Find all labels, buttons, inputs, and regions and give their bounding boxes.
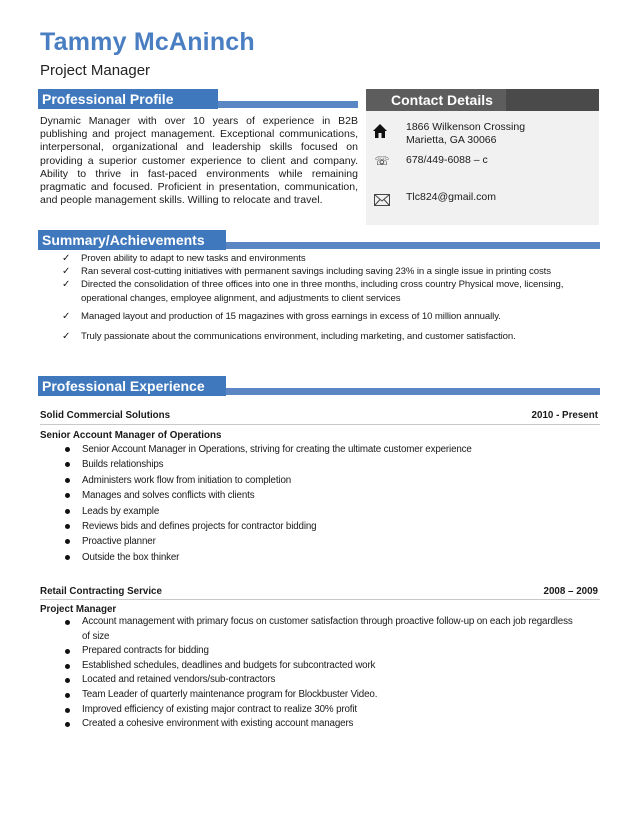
duty-item: Team Leader of quarterly maintenance program for Blockbuster Video. [62,688,582,703]
company-name: Solid Commercial Solutions [40,410,171,421]
job-divider [40,424,600,425]
duty-item: Manages and solves conflicts with clients [62,488,592,503]
company-name: Retail Contracting Service [40,586,162,597]
duty-item: Created a cohesive environment with existing account managers [62,717,582,732]
check-icon: ✓ [62,331,71,343]
contact-heading [366,89,599,111]
duty-item: Prepared contracts for bidding [62,644,582,659]
envelope-icon [374,193,390,211]
job-role: Senior Account Manager of Operations [40,430,222,441]
duty-item: Reviews bids and defines projects for contractor bidding [62,519,592,534]
candidate-name: Tammy McAninch [40,28,255,56]
phone-icon: ☏ [374,154,390,168]
email-address: Tlc824@gmail.com [406,191,497,203]
check-icon: ✓ [62,266,71,278]
job-dates: 2008 – 2009 [543,586,598,597]
job-duties-list [62,442,592,565]
contact-heading-label: Contact Details [391,92,493,108]
achievement-item: ✓ Directed the consolidation of three offices into one in three months, including cross country Physical move, licensing, operational changes, employee alignment, and adjustments to client services [62,279,564,304]
duty-item: Account management with primary focus on customer satisfaction through proactive follow-up on each job regardless of size [62,615,582,644]
profile-heading-label: Professional Profile [38,89,218,109]
duty-item: Senior Account Manager in Operations, striving for creating the ultimate customer experience [62,442,592,457]
job-role: Project Manager [40,604,117,615]
experience-heading [38,376,600,396]
experience-heading-rule [226,388,600,395]
summary-heading [38,230,600,250]
phone-number: 678/449-6088 – c [406,154,488,166]
achievement-item: ✓ Managed layout and production of 15 magazines with gross earnings in excess of 10 million annually. [62,310,501,322]
job-dates: 2010 - Present [531,410,598,421]
duty-item: Outside the box thinker [62,550,592,565]
profile-text: Dynamic Manager with over 10 years of experience in B2B publishing and project management. Exceptional communications, interpersonal, organizational and leadership skills focused on providing a superior customer experience to client and company. Ability to thrive in fast-paced environments while remaining pragmatic and focused. Proficient in presentation, communication, and people management skills. Willing to relocate and travel. [40,115,358,207]
achievements-list [62,252,602,343]
check-icon: ✓ [62,279,71,291]
experience-heading-label: Professional Experience [38,376,226,396]
duty-item: Builds relationships [62,457,592,472]
achievement-item: ✓ Truly passionate about the communications environment, including marketing, and customer satisfaction. [62,331,516,343]
job-header [40,410,600,421]
duty-item: Proactive planner [62,534,592,549]
candidate-title: Project Manager [40,62,151,79]
check-icon: ✓ [62,310,71,322]
duty-item: Leads by example [62,504,592,519]
job-header [40,586,600,597]
address-line1: 1866 Wilkenson Crossing [406,121,526,133]
achievement-item: ✓ Proven ability to adapt to new tasks and environments [62,253,306,264]
profile-heading-rule [218,101,358,108]
check-icon: ✓ [62,253,71,264]
summary-heading-label: Summary/Achievements [38,230,226,250]
achievement-item: ✓ Ran several cost-cutting initiatives with permanent savings including saving 23% in a single issue in printing costs [62,266,551,278]
home-icon [372,123,388,144]
job-divider [40,599,600,600]
job-duties-list [62,615,582,732]
address-line2: Marietta, GA 30066 [406,134,497,146]
contact-panel [366,111,599,225]
duty-item: Improved efficiency of existing major contract to realize 30% profit [62,703,582,718]
profile-heading [38,89,358,109]
summary-heading-rule [226,242,600,249]
duty-item: Established schedules, deadlines and budgets for subcontracted work [62,659,582,674]
duty-item: Located and retained vendors/sub-contractors [62,673,582,688]
duty-item: Administers work flow from initiation to completion [62,473,592,488]
